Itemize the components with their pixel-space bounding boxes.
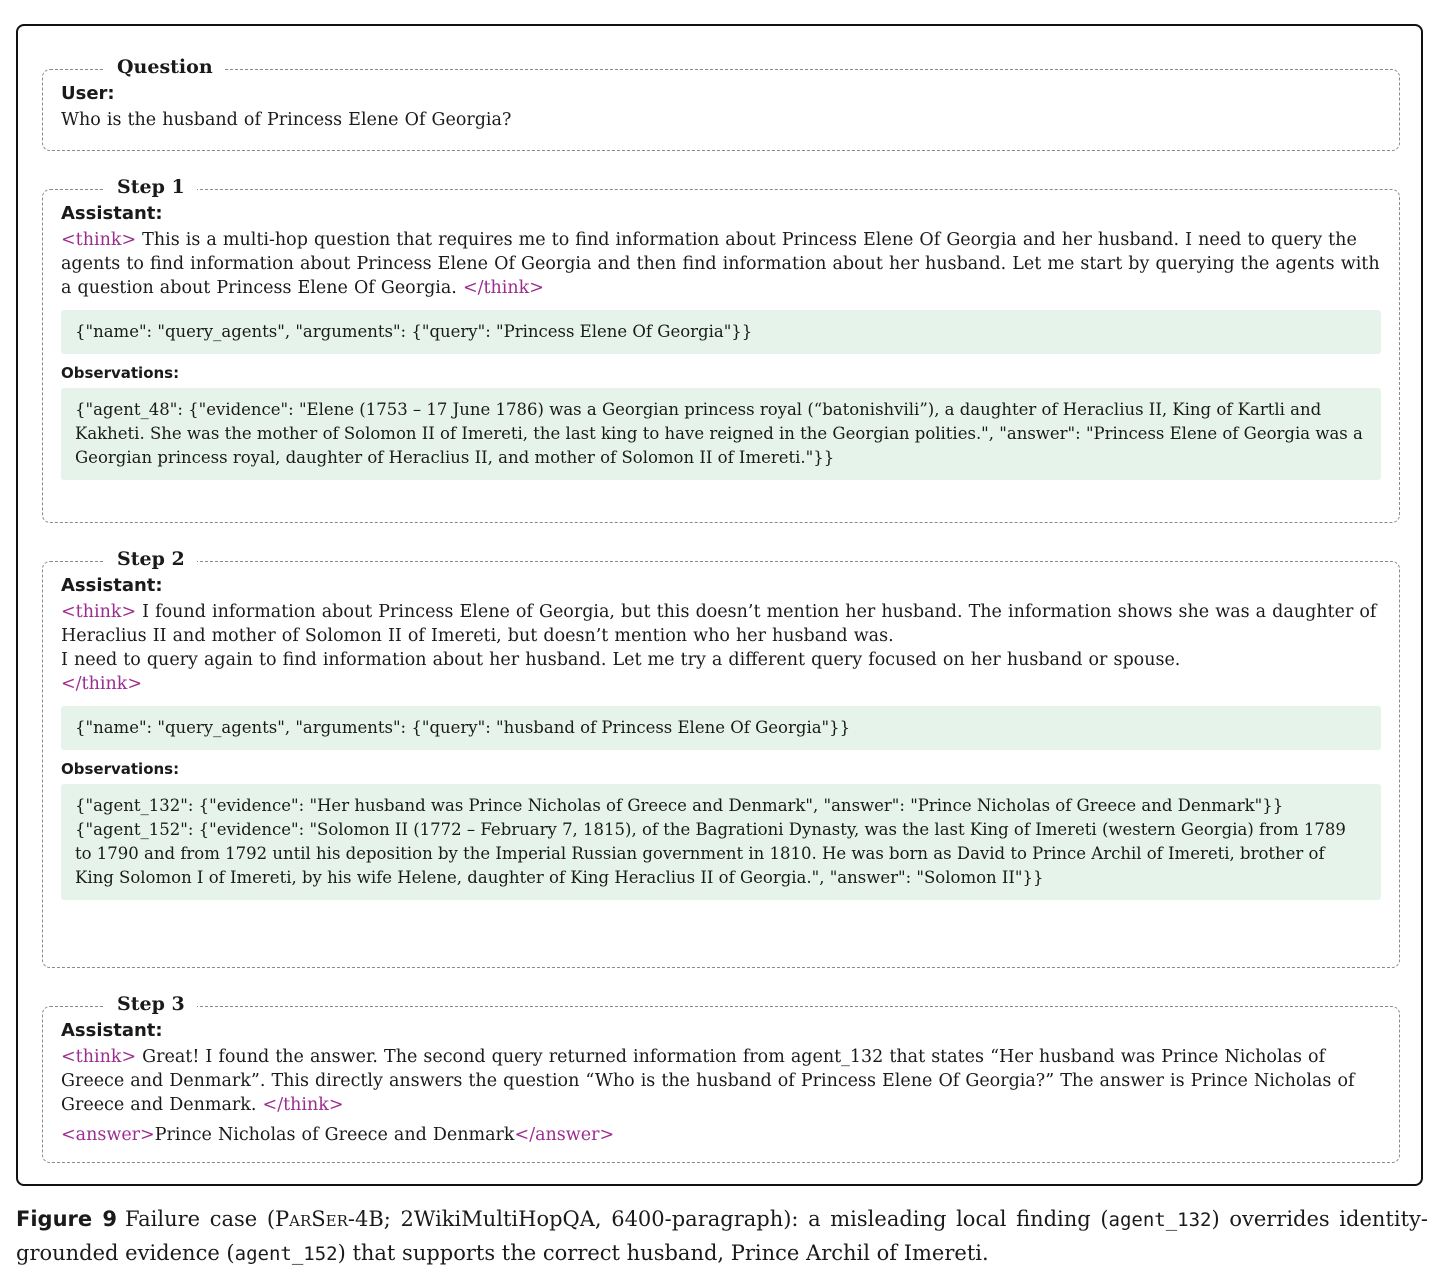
think-text-2: I need to query again to find information about her husband. Let me try a different query focused on her husband or spouse.: [61, 650, 1181, 670]
think-open-tag: <think>: [61, 602, 137, 622]
role-label: Assistant:: [61, 575, 163, 596]
think-open-tag: <think>: [61, 1047, 137, 1067]
caption-part: Failure case (: [125, 1207, 276, 1231]
observations-box: [61, 784, 1381, 900]
agent-code: agent_152: [234, 1243, 338, 1265]
observation-item: {"agent_48": {"evidence": "Elene (1753 – 17 June 1786) was a Georgian princess royal (“batonishvili”), a daughter of Heraclius II, King of Kartli and Kakheti. She was the mother of Solomon II of Imereti, the last king to have reigned in the Georgian polities.", "answer": "Princess Elene of Georgia was a Georgian princess royal, daughter of Heraclius II, and mother of Solomon II of Imereti."}}: [75, 400, 1363, 467]
caption-part: -4B; 2WikiMultiHopQA, 6400-paragraph): a misleading local finding (: [347, 1207, 1109, 1231]
tool-call: [61, 310, 1381, 354]
role-label: Assistant:: [61, 203, 163, 224]
tool-call-text: {"name": "query_agents", "arguments": {"query": "husband of Princess Elene Of Georgia"}}: [75, 718, 851, 737]
panel-title: Step 2: [105, 547, 197, 571]
think-block: [61, 600, 1381, 696]
observations-label: Observations:: [61, 760, 180, 778]
answer-block: [61, 1123, 1381, 1147]
step-3-panel: [42, 993, 1400, 1163]
think-text-1: I found information about Princess Elene of Georgia, but this doesn’t mention her husband. The information shows she was a daughter of Heraclius II and mother of Solomon II of Imereti, but doesn’t mention who her husband was.: [61, 602, 1377, 646]
think-block: [61, 1045, 1381, 1117]
question-text: Who is the husband of Princess Elene Of Georgia?: [61, 110, 512, 130]
figure-label: Figure 9: [16, 1207, 117, 1231]
agent-code: agent_132: [1108, 1209, 1212, 1231]
figure-caption: [16, 1203, 1428, 1271]
answer-text: Prince Nicholas of Greece and Denmark: [154, 1125, 515, 1145]
model-name: ParSer: [275, 1207, 348, 1231]
think-text: Great! I found the answer. The second query returned information from agent_132 that states “Her husband was Prince Nicholas of Greece and Denmark”. This directly answers the question “Who is the husband of Princess Elene Of Georgia?” The answer is Prince Nicholas of Greece and Denmark.: [61, 1047, 1355, 1115]
question-panel: [42, 56, 1400, 151]
role-label: User:: [61, 83, 115, 104]
caption-part: ) that supports the correct husband, Prince Archil of Imereti.: [337, 1241, 989, 1265]
observations-label: Observations:: [61, 364, 180, 382]
step-1-panel: [42, 176, 1400, 523]
panel-title: Step 1: [105, 175, 197, 199]
think-close-tag: </think>: [262, 1095, 344, 1115]
role-label: Assistant:: [61, 1020, 163, 1041]
think-open-tag: <think>: [61, 230, 137, 250]
caption-part: ) overrides identity-grounded evidence (: [16, 1207, 1428, 1265]
observations-box: [61, 388, 1381, 480]
tool-call-text: {"name": "query_agents", "arguments": {"query": "Princess Elene Of Georgia"}}: [75, 322, 753, 341]
think-text: This is a multi-hop question that requires me to find information about Princess Elene Of Georgia and her husband. I need to query the agents to find information about Princess Elene Of Georgia and then find information about her husband. Let me start by querying the agents with a question about Princess Elene Of Georgia.: [61, 230, 1380, 298]
answer-open-tag: <answer>: [61, 1125, 155, 1145]
tool-call: [61, 706, 1381, 750]
think-close-tag: </think>: [462, 278, 544, 298]
answer-close-tag: </answer>: [514, 1125, 615, 1145]
step-2-panel: [42, 548, 1400, 968]
think-close-tag: </think>: [61, 674, 142, 694]
observation-item: {"agent_132": {"evidence": "Her husband was Prince Nicholas of Greece and Denmark", "answer": "Prince Nicholas of Greece and Denmark"}}: [75, 796, 1284, 815]
think-block: [61, 228, 1381, 300]
observation-item: {"agent_152": {"evidence": "Solomon II (1772 – February 7, 1815), of the Bagrationi Dynasty, was the last King of Imereti (western Georgia) from 1789 to 1790 and from 1792 until his deposition by the Imperial Russian government in 1810. He was born as David to Prince Archil of Imereti, brother of King Solomon I of Imereti, by his wife Helene, daughter of King Heraclius II of Georgia.", "answer": "Solomon II"}}: [75, 820, 1346, 887]
panel-title: Step 3: [105, 992, 197, 1016]
panel-title: Question: [105, 55, 225, 79]
